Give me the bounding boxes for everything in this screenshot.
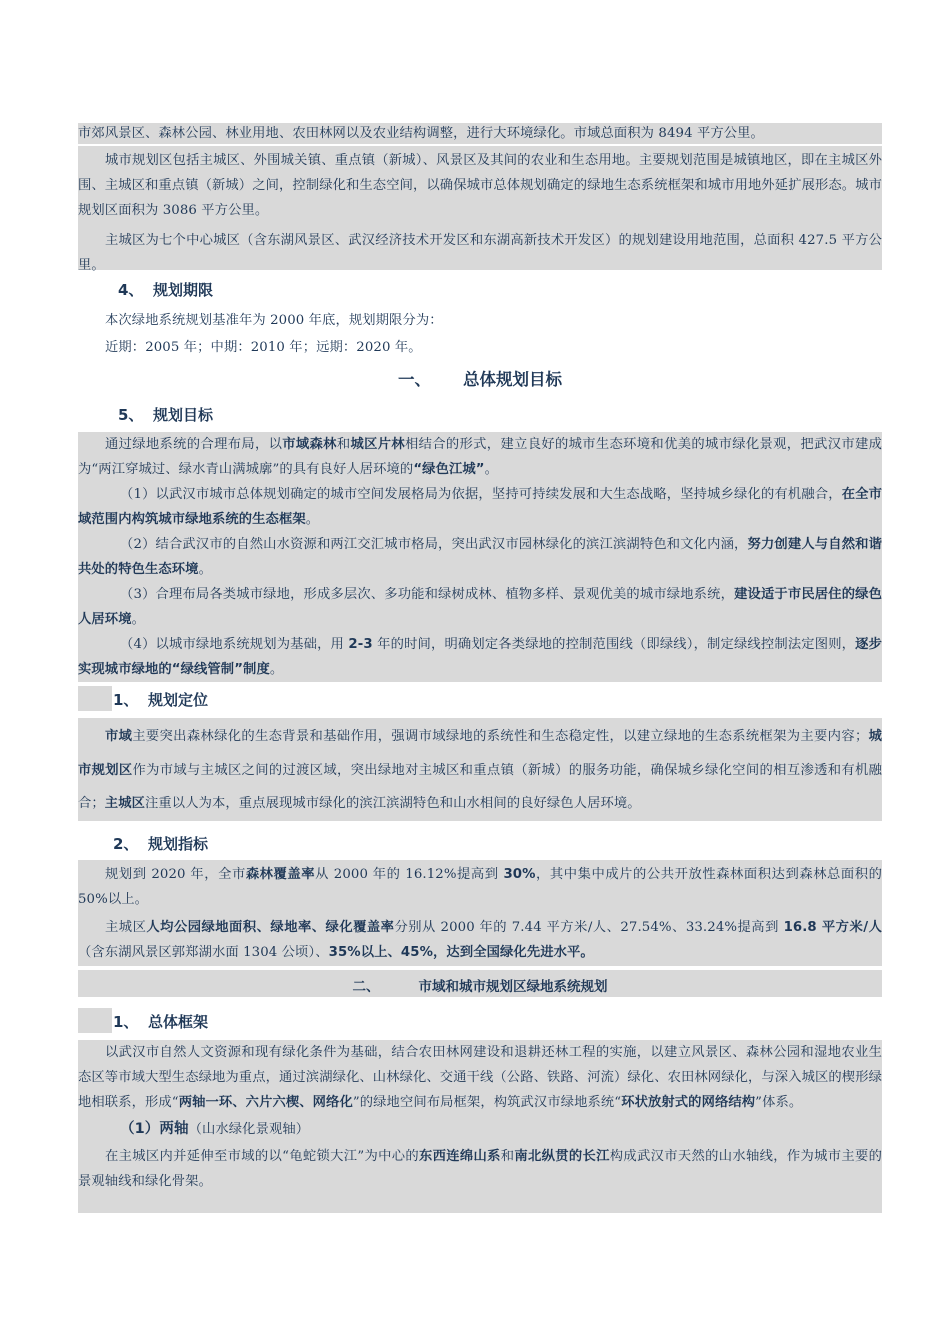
paragraph-base-year: 本次绿地系统规划基准年为 2000 年底，规划期限分为： xyxy=(105,313,443,328)
emphasis: 30% xyxy=(503,867,536,882)
paragraph-city-area: 市郊风景区、森林公园、林业用地、农田林网以及农业结构调整，进行大环境绿化。市域总面积为 8494 平方公里。 xyxy=(78,126,764,141)
text: （3）合理布局各类城市绿地，形成多层次、多功能和绿树成林、植物多样、景观优美的城市绿地系统， xyxy=(120,587,735,602)
heading-text: 规划定位 xyxy=(148,691,209,709)
paragraph-goal-intro xyxy=(78,432,882,482)
emphasis: 16.8 平方米/人 xyxy=(783,920,882,935)
paragraph-goal-1 xyxy=(78,482,882,532)
emphasis: 逐步实现城市绿地的“绿线管制”制度 xyxy=(78,637,883,677)
paragraph-group-framework xyxy=(78,1040,882,1213)
text: ”的绿地空间布局框架，构筑武汉市绿地系统“ xyxy=(352,1095,622,1110)
heading-number: 5、 xyxy=(118,406,144,424)
text: 和 xyxy=(500,1149,515,1164)
heading-number: 二、 xyxy=(352,979,380,995)
text: （1）以武汉市城市总体规划确定的城市空间发展格局为依据，坚持可持续发展和大生态战略，坚持城乡绿化的有机融合， xyxy=(120,487,842,502)
heading-marker-bg xyxy=(78,1008,112,1033)
paragraph-planning-area: 城市规划区包括主城区、外围城关镇、重点镇（新城）、风景区及其间的农业和生态用地。主要规划范围是城镇地区，即在主城区外围、主城区和重点镇（新城）之间，控制绿化和生态空间，以确保城市总体规划确定的绿地生态系统框架和城市用地外延扩展形态。城市规划区面积为 3086 平方公里。 xyxy=(78,153,882,218)
emphasis: 城区片林 xyxy=(350,437,405,452)
heading-text: 规划期限 xyxy=(153,281,214,299)
paragraph-group-positioning xyxy=(78,718,882,821)
heading-planning-goal xyxy=(118,404,213,425)
heading-number: 1、 xyxy=(113,1013,139,1031)
emphasis: 市域森林 xyxy=(282,437,337,452)
emphasis: 35%以上、45%，达到全国绿化先进水平。 xyxy=(328,945,594,960)
text: 规划到 2020 年，全市 xyxy=(105,867,246,882)
heading-text: 规划目标 xyxy=(153,406,214,424)
text: 。 xyxy=(484,462,498,477)
heading-text: 两轴 xyxy=(159,1121,189,1137)
heading-framework xyxy=(113,1011,208,1032)
text: （2）结合武汉市的自然山水资源和两江交汇城市格局，突出武汉市园林绿化的滨江滨湖特色和文化内涵， xyxy=(120,537,748,552)
paragraph-goal-2 xyxy=(78,532,882,582)
emphasis: 市域 xyxy=(105,729,133,744)
paragraph-area-coverage xyxy=(78,123,882,144)
emphasis: 人均公园绿地面积、绿地率、绿化覆盖率 xyxy=(146,920,395,935)
emphasis: 两轴一环、六片六楔、网络化 xyxy=(178,1095,353,1110)
text: 以武汉市自然人文资源和现有绿化条件为基础，结合农田林网建设和退耕还林工程的实施，以建立风景区、森林公园和湿地农业生态区等市域大型生态绿地为重点，通过滨湖绿化、山林绿化、交通干线（公路、铁路、河流）绿化、农田林网绿化，与深入城区的楔形绿地相联系，形成“ xyxy=(78,1045,882,1110)
paragraph-goal-4 xyxy=(78,632,882,682)
paragraph-goal-3 xyxy=(78,582,882,632)
text: 。 xyxy=(131,612,145,627)
text: （4）以城市绿地系统规划为基础，用 xyxy=(120,637,349,652)
heading-marker-bg xyxy=(78,686,112,711)
heading-overall-goal xyxy=(78,366,882,390)
paragraph-framework xyxy=(78,1040,882,1115)
emphasis: 主城区 xyxy=(104,796,145,811)
emphasis: 2-3 xyxy=(348,637,373,652)
text: 。 xyxy=(198,562,212,577)
paragraph-group-goals xyxy=(78,432,882,682)
text: 注重以人为本，重点展现城市绿化的滨江滨湖特色和山水相间的良好绿色人居环境。 xyxy=(145,796,641,811)
paragraph-two-axes xyxy=(78,1144,882,1194)
text: 和 xyxy=(336,437,351,452)
text: 通过绿地系统的合理布局，以 xyxy=(105,437,283,452)
heading-number: 4、 xyxy=(118,281,144,299)
paragraph-green-indicators xyxy=(78,915,882,965)
paragraph-main-city: 主城区为七个中心城区（含东湖风景区、武汉经济技术开发区和东湖高新技术开发区）的规划建设用地范围，总面积 427.5 平方公里。 xyxy=(78,233,882,273)
heading-number: 一、 xyxy=(398,370,431,389)
heading-text: 总体框架 xyxy=(148,1013,209,1031)
heading-number: 1、 xyxy=(113,691,139,709)
paragraph-group-indicators xyxy=(78,860,882,966)
emphasis: “绿色江城” xyxy=(413,462,485,477)
text: 主城区 xyxy=(105,920,147,935)
emphasis: 城市规划区 xyxy=(78,729,882,778)
emphasis: 环状放射式的网络结构 xyxy=(621,1095,756,1110)
text: 。 xyxy=(305,512,320,527)
heading-subtitle: （山水绿化景观轴） xyxy=(188,1122,310,1137)
emphasis: 森林覆盖率 xyxy=(245,867,316,882)
heading-planning-period xyxy=(118,279,213,300)
text: 在主城区内并延伸至市域的以“龟蛇锁大江”为中心的 xyxy=(105,1149,419,1164)
paragraph-period-list: 近期：2005 年；中期：2010 年；远期：2020 年。 xyxy=(105,340,422,355)
heading-number: 2、 xyxy=(113,835,139,853)
heading-text: 总体规划目标 xyxy=(463,370,562,389)
paragraph-group-period xyxy=(78,308,882,361)
emphasis: 东西连绵山系 xyxy=(418,1149,501,1164)
heading-section-two xyxy=(78,975,882,995)
paragraph-forest-coverage xyxy=(78,862,882,912)
text: 。 xyxy=(269,662,284,677)
paragraph-group-planning-area xyxy=(78,146,882,273)
text: 主要突出森林绿化的生态背景和基础作用，强调市域绿地的系统性和生态稳定性，以建立绿地的生态系统框架为主要内容； xyxy=(132,729,869,744)
text: 分别从 2000 年的 7.44 平方米/人、27.54%、33.24%提高到 xyxy=(394,920,784,935)
paragraph-positioning xyxy=(78,720,882,821)
text: 构成武汉市天然的山水轴线，作为城市主要的景观轴线和绿化骨架。 xyxy=(78,1149,882,1189)
text: ，其中集中成片的公共开放性森林面积达到森林总面积的 50%以上。 xyxy=(78,867,883,907)
heading-positioning xyxy=(113,689,208,710)
emphasis: 建设适于市民居住的绿色人居环境 xyxy=(78,587,883,627)
heading-text: 市域和城市规划区绿地系统规划 xyxy=(418,979,608,995)
heading-indicators xyxy=(113,833,208,854)
text: 相结合的形式，建立良好的城市生态环境和优美的城市绿化景观，把武汉市建成为“两江穿城过、绿水青山满城廓”的具有良好人居环境的 xyxy=(78,437,882,477)
text: 作为市域与主城区之间的过渡区域，突出绿地对主城区和重点镇（新城）的服务功能，确保城乡绿化空间的相互渗透和有机融合； xyxy=(78,762,882,811)
text: ”体系。 xyxy=(755,1095,803,1110)
text: 年的时间，明确划定各类绿地的控制范围线（即绿线），制定绿线控制法定图则， xyxy=(372,637,856,652)
emphasis: 在全市域范围内构筑城市绿地系统的生态框架 xyxy=(78,487,882,527)
text: 从 2000 年的 16.12%提高到 xyxy=(315,867,504,882)
heading-two-axes xyxy=(78,1117,882,1142)
emphasis: 努力创建人与自然和谐共处的特色生态环境 xyxy=(78,537,882,577)
heading-text: 规划指标 xyxy=(148,835,209,853)
text: （含东湖风景区郭郑湖水面 1304 公顷）、 xyxy=(78,945,329,960)
heading-number: （1） xyxy=(120,1121,160,1137)
emphasis: 南北纵贯的长江 xyxy=(514,1149,610,1164)
